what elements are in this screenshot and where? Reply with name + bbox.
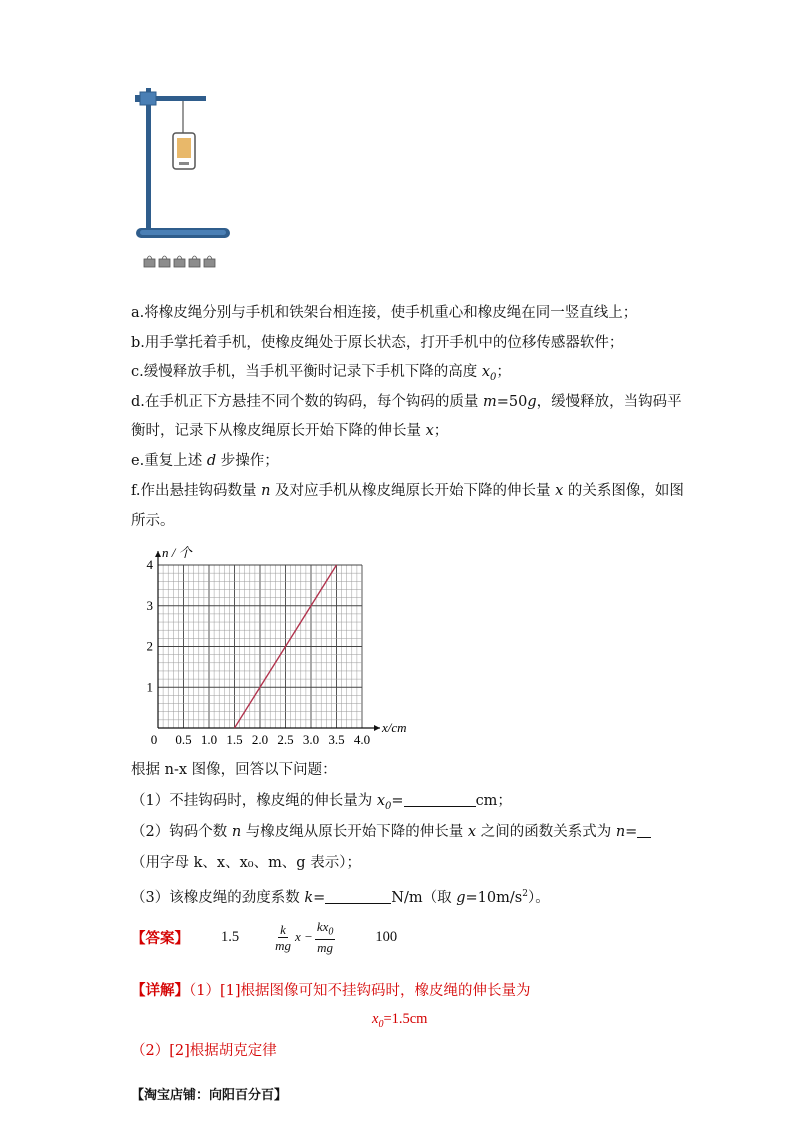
y-tick-label: 4 — [146, 557, 153, 572]
answer-label: 【答案】 — [131, 929, 189, 947]
question-1: （1）不挂钩码时，橡皮绳的伸长量为 $x_0=$ cm； — [131, 793, 512, 812]
intro-text: 根据 n-x 图像，回答以下问题： — [131, 762, 337, 778]
y-tick-label: 2 — [146, 638, 153, 654]
step-a: a.将橡皮绳分别与手机和铁架台相连接，使手机重心和橡皮绳在同一竖直线上； — [131, 305, 638, 321]
step-b: b.用手掌托着手机，使橡皮绳处于原长状态，打开手机中的位移传感器软件； — [131, 335, 624, 351]
answer-1: 1.5 — [221, 928, 240, 945]
step-f1: f.作出悬挂钩码数量 n 及对应手机从橡皮绳原长开始下降的伸长量 x 的关系图像，如图 — [131, 483, 684, 499]
weights-icon — [144, 256, 215, 267]
y-tick-label: 1 — [146, 679, 153, 695]
answer-3: 100 — [375, 928, 398, 945]
x-tick-label: 1.0 — [200, 732, 218, 747]
question-2-note: （用字母 k、x、x₀、m、g 表示）； — [131, 855, 361, 871]
x-tick-label: 0 — [150, 732, 158, 747]
y-axis-label: n / 个 — [162, 545, 192, 560]
x-tick-label: 2.0 — [251, 732, 269, 747]
step-d1: d.在手机正下方悬挂不同个数的钩码，每个钩码的质量 m=50g，缓慢释放，当钩码平 — [131, 394, 682, 410]
question-2: （2）钩码个数 n 与橡皮绳从原长开始下降的伸长量 x 之间的函数关系式为 n= — [131, 822, 651, 842]
stand-clamp — [135, 92, 156, 105]
intro-line — [131, 760, 337, 780]
explain-line-3: （2）[2]根据胡克定律 — [131, 1043, 277, 1059]
y-tick-label: 3 — [146, 597, 153, 613]
answer-row — [131, 912, 397, 962]
x-tick-label: 0.5 — [175, 732, 192, 747]
footer-shop: 【淘宝店铺：向阳百分百】 — [131, 1088, 288, 1103]
x-axis-arrow — [374, 725, 380, 731]
x-tick-label: 3.5 — [328, 732, 345, 747]
step-f2: 所示。 — [131, 513, 175, 529]
question-3: （3）该橡皮绳的劲度系数 k= N/m（取 $g=10m/s^2$）。 — [131, 889, 550, 906]
y-axis-arrow — [155, 551, 161, 557]
answer-blank-1[interactable] — [404, 792, 476, 807]
n-x-chart — [125, 545, 415, 750]
step-c: c.缓慢释放手机，当手机平衡时记录下手机下降的高度 $x_0$； — [131, 364, 511, 383]
x-axis-label: x/cm — [382, 720, 407, 735]
iron-stand-figure — [130, 78, 240, 270]
stand-rod — [146, 88, 151, 230]
x-tick-label: 3.0 — [302, 732, 320, 747]
step-d2: 衡时，记录下从橡皮绳原长开始下降的伸长量 x； — [131, 423, 449, 439]
x-tick-label: 2.5 — [277, 732, 294, 747]
explain-line-2: $x_0=1.5cm$ — [372, 1011, 428, 1030]
explain-line-1: 【详解】（1）[1]根据图像可知不挂钩码时，橡皮绳的伸长量为 — [131, 982, 531, 999]
answer-blank-3[interactable] — [325, 889, 391, 904]
phone-icon — [173, 133, 195, 169]
x-tick-label: 4.0 — [353, 732, 371, 747]
answer-blank-2[interactable] — [637, 823, 651, 838]
step-e: e.重复上述 d 步操作； — [131, 453, 279, 469]
answer-2-formula: $\frac{k}{mg}$ x − $\frac{kx_0}{mg}$ — [275, 918, 334, 956]
x-tick-label: 1.5 — [226, 732, 243, 747]
